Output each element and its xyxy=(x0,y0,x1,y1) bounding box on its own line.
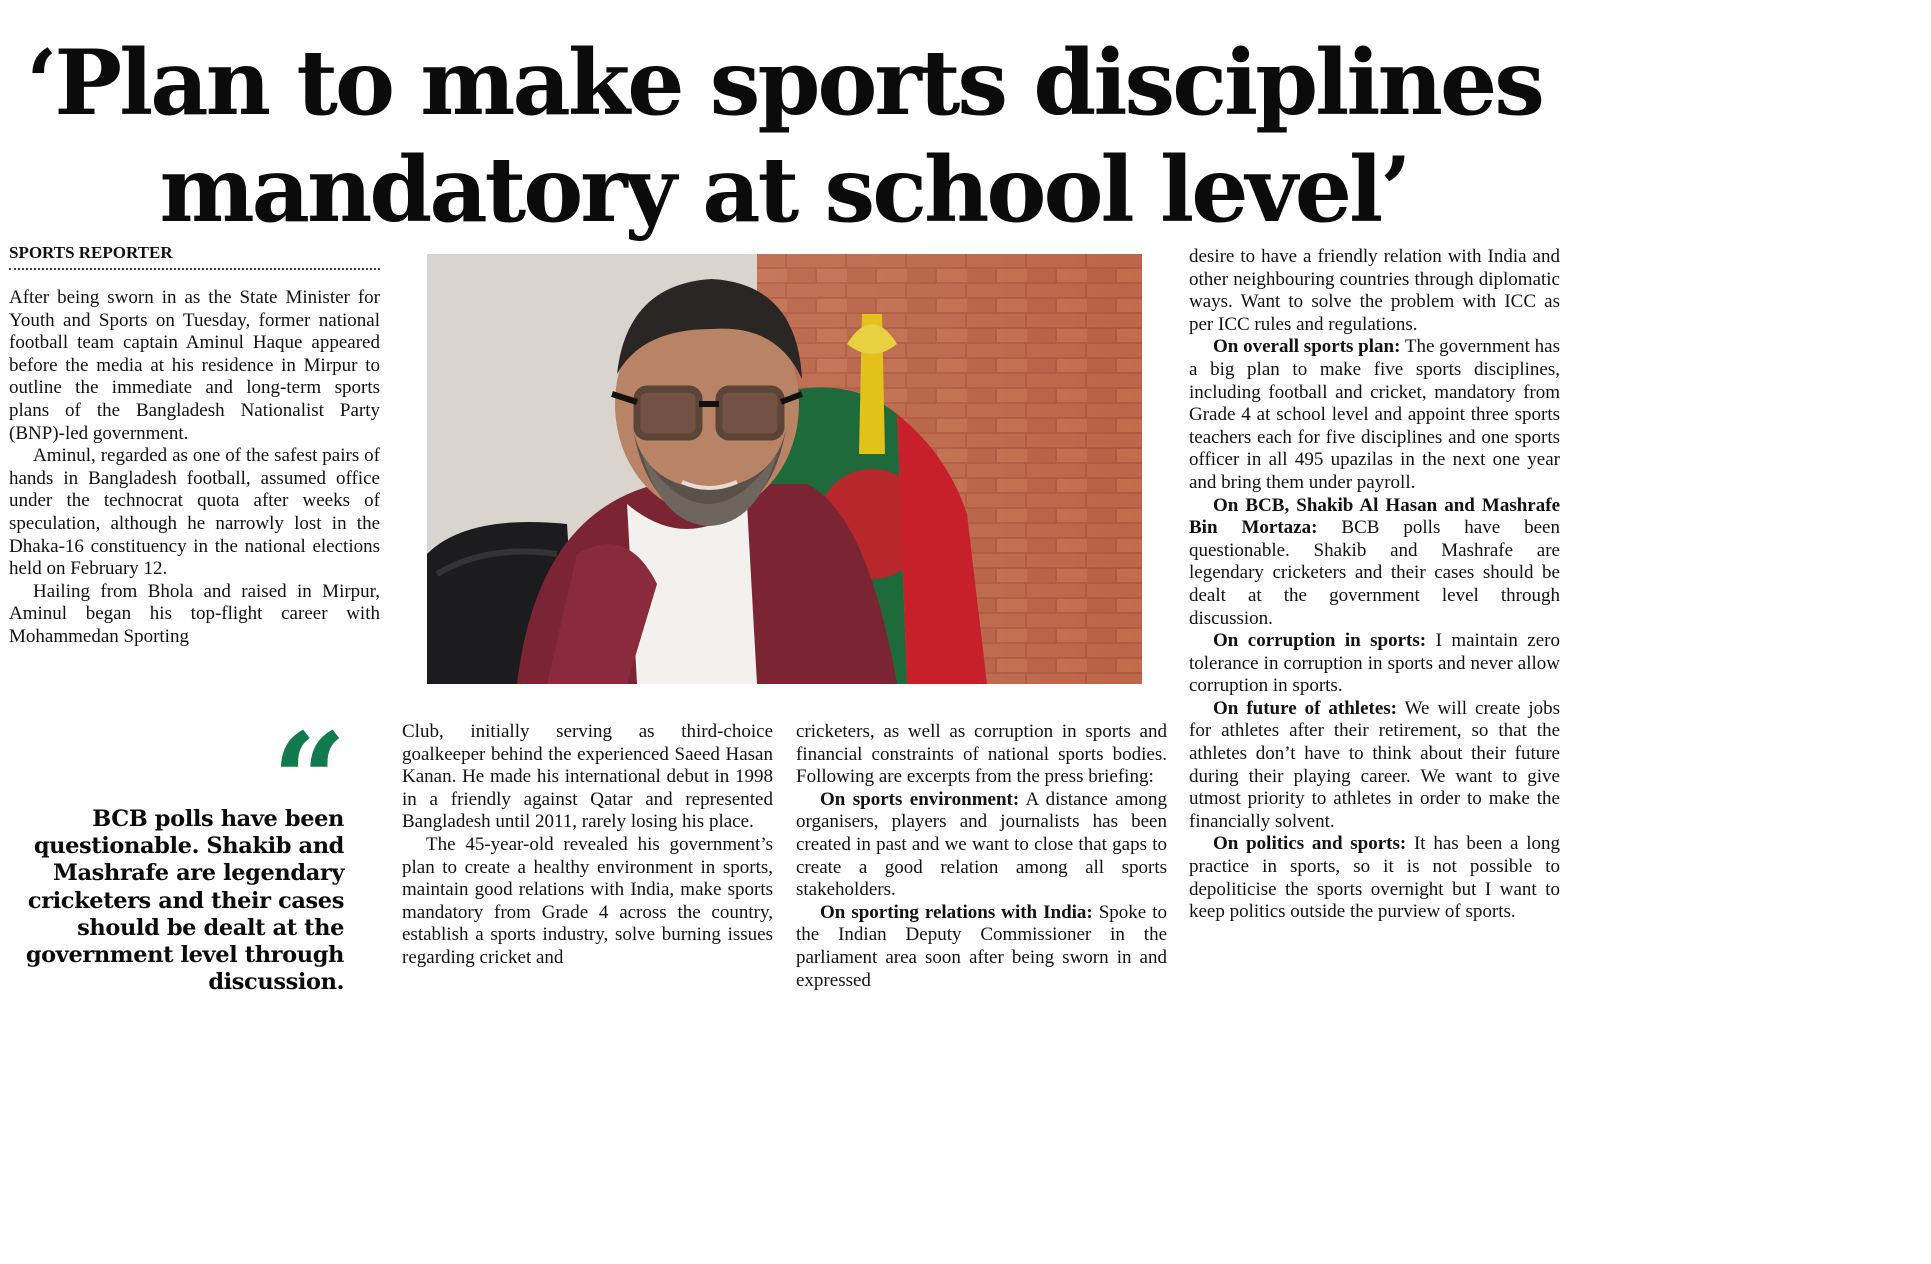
paragraph-text: A distance among organisers, players and journalists has been created in past and we want to close that gaps to create a good relation among all sports stakeholders. xyxy=(796,788,1167,901)
paragraph: desire to have a friendly relation with India and other neighbouring countries through diplomatic ways. Want to solve the problem with ICC as per ICC rules and regulations. xyxy=(1189,246,1560,335)
minister-photo xyxy=(427,254,1142,684)
article-column-1 xyxy=(9,287,380,693)
paragraph-text: I maintain zero tolerance in corruption in sports and never allow corruption in sports. xyxy=(1189,630,1560,697)
article-column-4 xyxy=(1189,246,1560,1021)
paragraph: Club, initially serving as third-choice goalkeeper behind the experienced Saeed Hasan Kanan. He made his international debut in 1998 in a friendly against Qatar and represented Bangladesh until 2011, rarely losing his place. xyxy=(402,721,773,833)
paragraph xyxy=(1189,495,1560,631)
paragraph-text: BCB polls have been questionable. Shakib and Mashrafe are legendary cricketers and their cases should be dealt at the government level through discussion. xyxy=(1189,517,1560,629)
paragraph: The 45-year-old revealed his government’s plan to create a healthy environment in sports, maintain good relations with India, make sports mandatory from Grade 4 across the country, establish a sports industry, solve burning issues regarding cricket and xyxy=(402,833,773,968)
subhead-future-of-athletes: On future of athletes: xyxy=(1213,697,1398,719)
subhead-overall-sports-plan: On overall sports plan: xyxy=(1213,336,1401,358)
paragraph xyxy=(796,789,1167,902)
headline-line-1: ‘Plan to make sports disciplines xyxy=(26,30,1542,136)
paragraph-text: The government has a big plan to make five sports disciplines, including football and cricket, mandatory from Grade 4 at school level and appoint three sports teachers each for five disciplines and one sports officer in all 495 upazilas in the next one year and bring them under payroll. xyxy=(1189,336,1560,493)
subhead-politics-and-sports: On politics and sports: xyxy=(1213,833,1407,855)
paragraph xyxy=(1189,630,1560,698)
subhead-bcb-shakib-mashrafe: On BCB, Shakib Al Hasan and Mashrafe Bin Mortaza: xyxy=(1189,494,1560,539)
paragraph xyxy=(1189,833,1560,923)
paragraph-text: We will create jobs for athletes after their retirement, so that the athletes don’t have to think about their future during their playing career. We want to give utmost priority to athletes in order to make the financially solvent. xyxy=(1189,697,1560,832)
paragraph xyxy=(1189,698,1560,834)
headline-line-2: mandatory at school level’ xyxy=(159,137,1409,243)
paragraph-text: It has been a long practice in sports, so it is not possible to depoliticise the sports overnight but I want to keep politics outside the purview of sports. xyxy=(1189,833,1560,923)
subhead-sporting-relations-india: On sporting relations with India: xyxy=(820,901,1093,923)
paragraph xyxy=(796,902,1167,992)
article-column-3 xyxy=(796,721,1167,1021)
pull-quote: BCB polls have been questionable. Shakib and Mashrafe are legendary cricketers and their cases should be dealt at the government level through discussion. xyxy=(25,806,344,996)
byline: SPORTS REPORTER xyxy=(9,242,380,270)
paragraph: After being sworn in as the State Minister for Youth and Sports on Tuesday, former national football team captain Aminul Haque appeared before the media at his residence in Mirpur to outline the immediate and long-term sports plans of the Bangladesh Nationalist Party (BNP)-led government. xyxy=(9,287,380,444)
paragraph: cricketers, as well as corruption in sports and financial constraints of national sports bodies. Following are excerpts from the press briefing: xyxy=(796,721,1167,788)
portrait-photo-icon xyxy=(427,254,1142,684)
subhead-corruption-in-sports: On corruption in sports: xyxy=(1213,630,1427,652)
paragraph xyxy=(1189,336,1560,494)
quote-mark-icon: “ xyxy=(272,704,347,857)
paragraph: Aminul, regarded as one of the safest pairs of hands in Bangladesh football, assumed office under the technocrat quota after weeks of speculation, although he narrowly lost in the Dhaka-16 constituency in the national elections held on February 12. xyxy=(9,445,380,580)
subhead-sports-environment: On sports environment: xyxy=(820,788,1020,810)
paragraph: Hailing from Bhola and raised in Mirpur, Aminul began his top-flight career with Mohammedan Sporting xyxy=(9,580,380,647)
article-column-2 xyxy=(402,721,773,1021)
paragraph-text: Spoke to the Indian Deputy Commissioner in the parliament area soon after being sworn in and expressed xyxy=(796,901,1167,991)
